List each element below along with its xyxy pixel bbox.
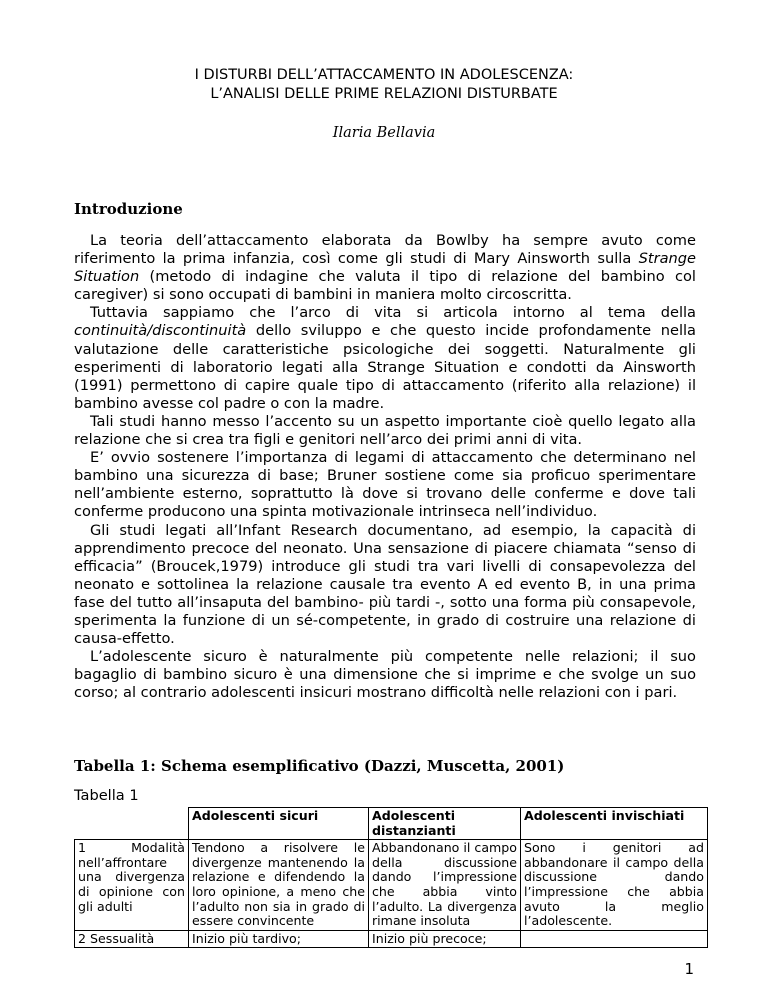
text-run: (metodo di indagine che valuta il tipo di relazione del bambino col caregiver) si sono occupati di bambini in maniera molto circoscritta.	[74, 268, 696, 304]
page-number: 1	[684, 960, 694, 978]
paragraph: E’ ovvio sostenere l’importanza di legami di attaccamento che determinano nel bambino una sicurezza di base; Bruner sostiene come sia proficuo sperimentare nell’ambiente esterno, soprattutto là dove si trovano delle conferme e dove tali conferme producono una spinta motivazionale intrinseca nell’individuo.	[74, 449, 696, 521]
paragraph: L’adolescente sicuro è naturalmente più competente nelle relazioni; il suo bagaglio di bambino sicuro è una dimensione che si imprime e che svolge un suo corso; al contrario adolescenti insicuri mostrano difficoltà nelle relazioni con i pari.	[74, 648, 696, 702]
comparison-table	[74, 807, 708, 948]
table-cell: Tendono a risolvere le divergenze mantenendo la relazione e difendendo la loro opinione, a meno che l’adulto non sia in grado di essere convincente	[189, 840, 369, 931]
document-title-line-1: I DISTURBI DELL’ATTACCAMENTO IN ADOLESCENZA:	[194, 67, 574, 83]
body-text	[74, 232, 696, 702]
italic-term: Strange Situation	[74, 250, 696, 286]
paragraph	[74, 232, 696, 304]
table-row	[75, 840, 708, 931]
table-cell	[521, 930, 708, 948]
section-heading: Introduzione	[74, 200, 183, 218]
paragraph: Gli studi legati all’Infant Research documentano, ad esempio, la capacità di apprendimento precoce del neonato. Una sensazione di piacere chiamata “senso di efficacia” (Broucek,1979) introduce gli studi tra vari livelli di consapevolezza del neonato e sottolinea la relazione causale tra evento A ed evento B, in una prima fase del tutto all’insaputa del bambino- più tardi -, sotto una forma più consapevole, sperimenta la funzione di un sé-competente, in grado di costruire una relazione di causa-effetto.	[74, 521, 696, 648]
table-heading: Tabella 1: Schema esemplificativo (Dazzi, Muscetta, 2001)	[74, 757, 565, 775]
text-run: La teoria dell’attaccamento elaborata da Bowlby ha sempre avuto come riferimento la prima infanzia, così come gli studi di Mary Ainsworth sulla	[74, 232, 696, 268]
table-cell: Inizio più precoce;	[369, 930, 521, 948]
paragraph: Tali studi hanno messo l’accento su un aspetto importante cioè quello legato alla relazione che si crea tra figli e genitori nell’arco dei primi anni di vita.	[74, 412, 696, 449]
table-row	[75, 930, 708, 948]
table-header-cell: Adolescenti sicuri	[189, 808, 369, 840]
table-cell: Sono i genitori ad abbandonare il campo della discussione dando l’impressione che abbia avuto la meglio l’adolescente.	[521, 840, 708, 931]
document-title-line-2: L’ANALISI DELLE PRIME RELAZIONI DISTURBATE	[210, 86, 558, 102]
table-cell: 1 Modalità nell’affrontare una divergenza di opinione con gli adulti	[75, 840, 189, 931]
paragraph	[74, 304, 696, 413]
table-cell: Inizio più tardivo;	[189, 930, 369, 948]
table-header-cell: Adolescenti distanzianti	[369, 808, 521, 840]
table-cell: 2 Sessualità	[75, 930, 189, 948]
table-header-empty	[75, 808, 189, 840]
table-caption: Tabella 1	[74, 787, 139, 804]
text-run: Tuttavia sappiamo che l’arco di vita si articola intorno al tema della	[90, 304, 696, 322]
table-header-cell: Adolescenti invischiati	[521, 808, 708, 840]
table-header-row	[75, 808, 708, 840]
text-run: dello sviluppo e che questo incide profondamente nella valutazione delle caratteristiche psicologiche dei soggetti. Naturalmente gli esperimenti di laboratorio legati alla Strange Situation e condotti da Ainsworth (1991) permettono di capire quale tipo di attaccamento (riferito alla relazione) il bambino avesse col padre o con la madre.	[74, 322, 696, 412]
author-name: Ilaria Bellavia	[332, 125, 436, 141]
table-cell: Abbandonano il campo della discussione dando l’impressione che abbia vinto l’adulto. La divergenza rimane insoluta	[369, 840, 521, 931]
italic-term: continuità/discontinuità	[74, 322, 247, 340]
